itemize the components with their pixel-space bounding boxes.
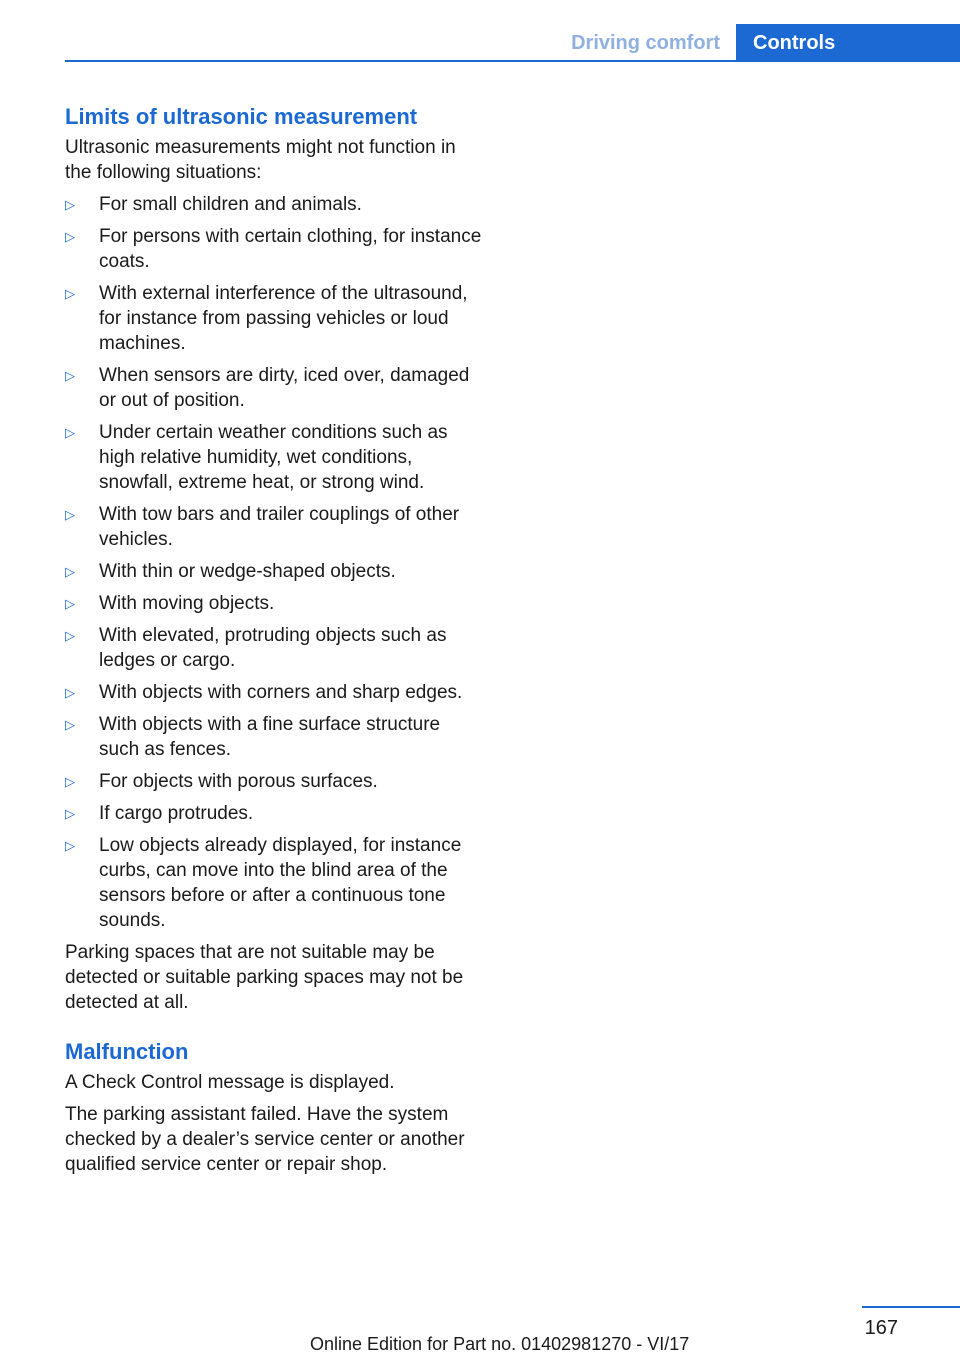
edition-note: Online Edition for Part no. 01402981270 - VI/17 [310, 1334, 690, 1354]
header-chapter-tab: Controls [736, 24, 960, 62]
triangle-bullet-icon: ▷ [65, 774, 75, 789]
list-item: ▷ When sensors are dirty, iced over, damaged or out of position. [65, 365, 470, 411]
header-section-title: Driving comfort [571, 32, 720, 54]
triangle-bullet-icon: ▷ [65, 838, 75, 853]
triangle-bullet-icon: ▷ [65, 806, 75, 821]
triangle-bullet-icon: ▷ [65, 596, 75, 611]
limits-outro: Parking spaces that are not suitable may be detected or suitable parking spaces may not be detected at all. [65, 942, 464, 1013]
page-number: 167 [864, 1317, 898, 1339]
list-item: ▷ For objects with porous surfaces. [65, 771, 378, 792]
list-item: ▷ With objects with corners and sharp edges. [65, 682, 463, 703]
malfunction-heading: Malfunction [65, 1039, 189, 1064]
list-item: ▷ If cargo protrudes. [65, 803, 254, 824]
header-divider [65, 60, 960, 62]
triangle-bullet-icon: ▷ [65, 507, 75, 522]
list-item: ▷ With elevated, protruding objects such as ledges or cargo. [65, 625, 447, 671]
list-item: ▷ With tow bars and trailer couplings of other vehicles. [65, 504, 460, 550]
triangle-bullet-icon: ▷ [65, 717, 75, 732]
limits-heading: Limits of ultrasonic measurement [65, 104, 418, 129]
list-item: ▷ Low objects already displayed, for instance curbs, can move into the blind area of the sensors before or after a continuous tone sounds. [65, 835, 462, 931]
limits-intro: Ultrasonic measurements might not function in the following situations: [65, 137, 456, 183]
triangle-bullet-icon: ▷ [65, 425, 75, 440]
malfunction-message: A Check Control message is displayed. [65, 1072, 395, 1093]
triangle-bullet-icon: ▷ [65, 628, 75, 643]
list-item: ▷ For persons with certain clothing, for instance coats. [65, 226, 482, 272]
triangle-bullet-icon: ▷ [65, 286, 75, 301]
list-item: ▷ With objects with a fine surface structure such as fences. [65, 714, 441, 760]
limits-list [65, 192, 485, 933]
triangle-bullet-icon: ▷ [65, 564, 75, 579]
list-item: ▷ With moving objects. [65, 593, 275, 614]
triangle-bullet-icon: ▷ [65, 685, 75, 700]
triangle-bullet-icon: ▷ [65, 197, 75, 212]
list-item: ▷ For small children and animals. [65, 194, 362, 215]
footer-divider [862, 1306, 960, 1308]
list-item: ▷ With thin or wedge-shaped objects. [65, 561, 396, 582]
triangle-bullet-icon: ▷ [65, 368, 75, 383]
list-item: ▷ With external interference of the ultrasound, for instance from passing vehicles or loud machines. [65, 283, 468, 354]
malfunction-instructions: The parking assistant failed. Have the system checked by a dealer’s service center or another qualified service center or repair shop. [65, 1104, 465, 1175]
triangle-bullet-icon: ▷ [65, 229, 75, 244]
main-content [65, 102, 485, 1177]
list-item: ▷ Under certain weather conditions such as high relative humidity, wet conditions, snowfall, extreme heat, or strong wind. [65, 422, 448, 493]
